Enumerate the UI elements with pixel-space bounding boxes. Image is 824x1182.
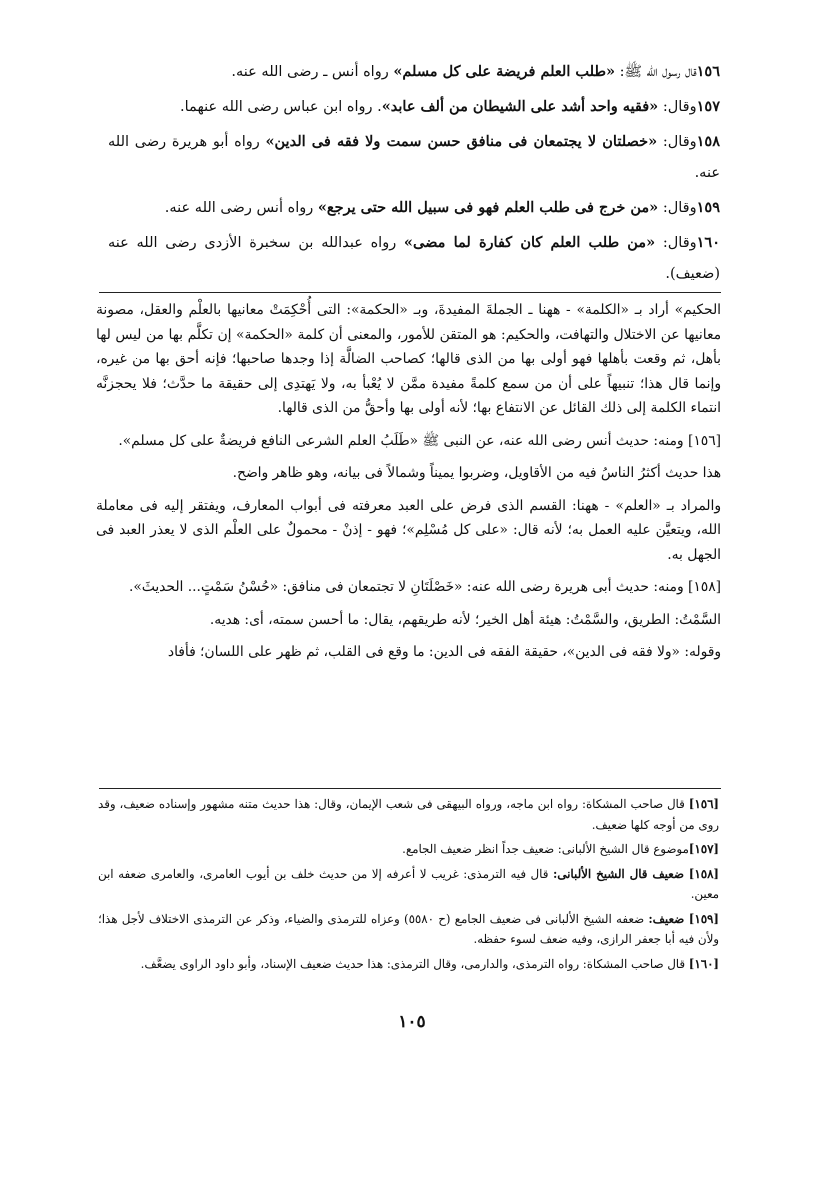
footnote-text: قال صاحب المشكاة: رواه ابن ماجه، ورواه البيهقى فى شعب الإيمان، وقال: هذا حديث متنه مشهور وإسناده ضعيف، وقد روى من أوجه كلها ضعيف. (98, 797, 719, 832)
hadith-number: ١٥٧ (696, 98, 720, 115)
footnotes-section (98, 794, 719, 978)
footnote-ref: [١٥٧] (688, 842, 719, 856)
hadith-intro: قال رسول الله ﷺ: (615, 64, 697, 80)
footnote (98, 839, 719, 860)
commentary-paragraph: والمراد بـ «العلم» - ههنا: القسم الذى فرض على العبد معرفته فى أبواب المعارف، ويفتقر إليه فى معاملة الله، ويتعيَّن عليه العمل به؛ لأنه قال: «على كل مُسْلِم»؛ فهو - إذنْ - محمولٌ على العلْم الذى لا يعذر العبد فى الجهل به. (96, 497, 721, 563)
hadith-160 (108, 227, 720, 290)
hadith-list (108, 56, 720, 293)
footnote (98, 909, 719, 950)
footnote-text: قال صاحب المشكاة: رواه الترمذى، والدارمى، وقال الترمذى: هذا حديث ضعيف الإسناد، وأبو داود الراوى يضعَّف. (140, 956, 689, 971)
footnote-label: ضعيف: (648, 911, 689, 926)
hadith-text: «من خرج فى طلب العلم فهو فى سبيل الله حتى يرجع» (317, 199, 659, 216)
hadith-text: «طلب العلم فريضة على كل مسلم» (393, 63, 616, 80)
hadith-narrator: . رواه ابن عباس رضى الله عنهما. (180, 99, 382, 115)
hadith-narrator: رواه أنس ـ رضى الله عنه. (231, 64, 394, 80)
hadith-text: «خصلتان لا يجتمعان فى منافق حسن سمت ولا فقه فى الدين» (265, 133, 658, 150)
hadith-156 (108, 56, 720, 88)
footnote-ref: [١٥٩] (688, 911, 719, 926)
footnote (98, 864, 719, 905)
footnote-text: قال فيه الترمذى: غريب لا أعرفه إلا من حديث خلف بن أيوب العامرى، والعامرى ضعفه ابن معين. (98, 866, 719, 901)
page-number: ١٠٥ (398, 1012, 426, 1032)
footnote-label: ضعيف قال الشيخ الألبانى: (552, 866, 689, 881)
commentary-paragraph: وقوله: «ولا فقه فى الدين»، حقيقة الفقه فى الدين: ما وقع فى القلب، ثم ظهر على اللسان؛ فأفاد (167, 644, 721, 660)
section-divider (99, 292, 721, 293)
hadith-number: ١٥٩ (696, 199, 720, 216)
commentary-paragraph: [١٥٦] ومنه: حديث أنس رضى الله عنه، عن النبى ﷺ «طَلَبُ العلم الشرعى النافع فريضةٌ على كل مسلم». (118, 432, 721, 449)
footnote (98, 794, 719, 835)
commentary-section (96, 298, 721, 673)
footnote-divider (99, 788, 721, 789)
commentary-paragraph: السَّمْتُ: الطريق، والسَّمْتُ: هيئة أهل الخير؛ لأنه طريقهم، يقال: ما أحسن سمته، أى: هديه. (209, 611, 721, 628)
footnote-text: موضوع قال الشيخ الألبانى: ضعيف جداً انظر ضعيف الجامع. (402, 842, 689, 856)
commentary-paragraph: هذا حديث أكثرُ الناسُ فيه من الأقاويل، وضربوا يميناً وشمالاً فى بيانه، وهو ظاهر واضح. (232, 465, 721, 481)
hadith-intro: وقال: (658, 99, 697, 115)
hadith-number: ١٥٦ (696, 63, 720, 80)
hadith-text: «من طلب العلم كان كفارة لما مضى» (403, 234, 656, 251)
hadith-narrator: رواه أنس رضى الله عنه. (164, 200, 318, 216)
footnote-text: ضعفه الشيخ الألبانى فى ضعيف الجامع (ح ٥٥٨٠) وعزاه للترمذى والضياء، وذكر عن الترمذى الاختلاف لأجل هذا؛ ولأن فيه أبا جعفر الرازى، وفيه ضعف لسوء حفظه. (98, 911, 719, 946)
footnote-ref: [١٥٨] (688, 866, 719, 881)
hadith-intro: وقال: (655, 235, 697, 251)
hadith-intro: وقال: (658, 200, 697, 216)
footnote (98, 954, 719, 975)
hadith-number: ١٦٠ (696, 234, 721, 251)
hadith-158 (108, 126, 720, 189)
footnote-ref: [١٦٠] (688, 956, 719, 971)
hadith-157 (108, 91, 720, 123)
commentary-paragraph: [١٥٨] ومنه: حديث أبى هريرة رضى الله عنه: «خَصْلَتَانِ لا تجتمعان فى منافق: «حُسْنُ سَمْتٍ... الحديثَ». (128, 579, 721, 595)
hadith-text: «فقيه واحد أشد على الشيطان من ألف عابد» (381, 98, 659, 115)
hadith-narrator: رواه أبو هريرة رضى الله عنه. (108, 134, 720, 181)
commentary-paragraph: الحكيم» أراد بـ «الكلمة» - ههنا ـ الجملةَ المفيدةَ، وبـ «الحكمة»: التى أُحْكِمَتْ معانيها بالعلْم والعقل، مصونة معانيها عن الاختلال والتهافت، والحكيم: هو المتقن للأمور، والمعنى أن كلمة «الحكمة» إن تكلَّم بها من ليس لها بأهل، ثم وقعت بأهلها فهو أولى بها من الذى قالها؛ كصاحب الضالَّة إذا وجدها صاحبها؛ فإنه أحق بها من غيره، وإنما قال هذا؛ تنبيهاً على أن من سمع كلمةً مفيدة ممَّن لا يُعْبأ به، ولا يَهتدِى إلى حقيقة ما حدَّث؛ فلا يحجزنَّه انتماء الكلمة إلى ذلك القائل عن الانتفاع بها؛ لأنه أولى بها وأحقُّ من الذى قالها. (96, 302, 721, 416)
footnote-ref: [١٥٦] (688, 797, 719, 811)
hadith-number: ١٥٨ (696, 133, 721, 150)
hadith-159 (108, 192, 720, 224)
hadith-intro: وقال: (657, 134, 697, 150)
hadith-narrator: رواه عبدالله بن سخبرة الأزدى رضى الله عنه (ضعيف). (108, 235, 720, 282)
